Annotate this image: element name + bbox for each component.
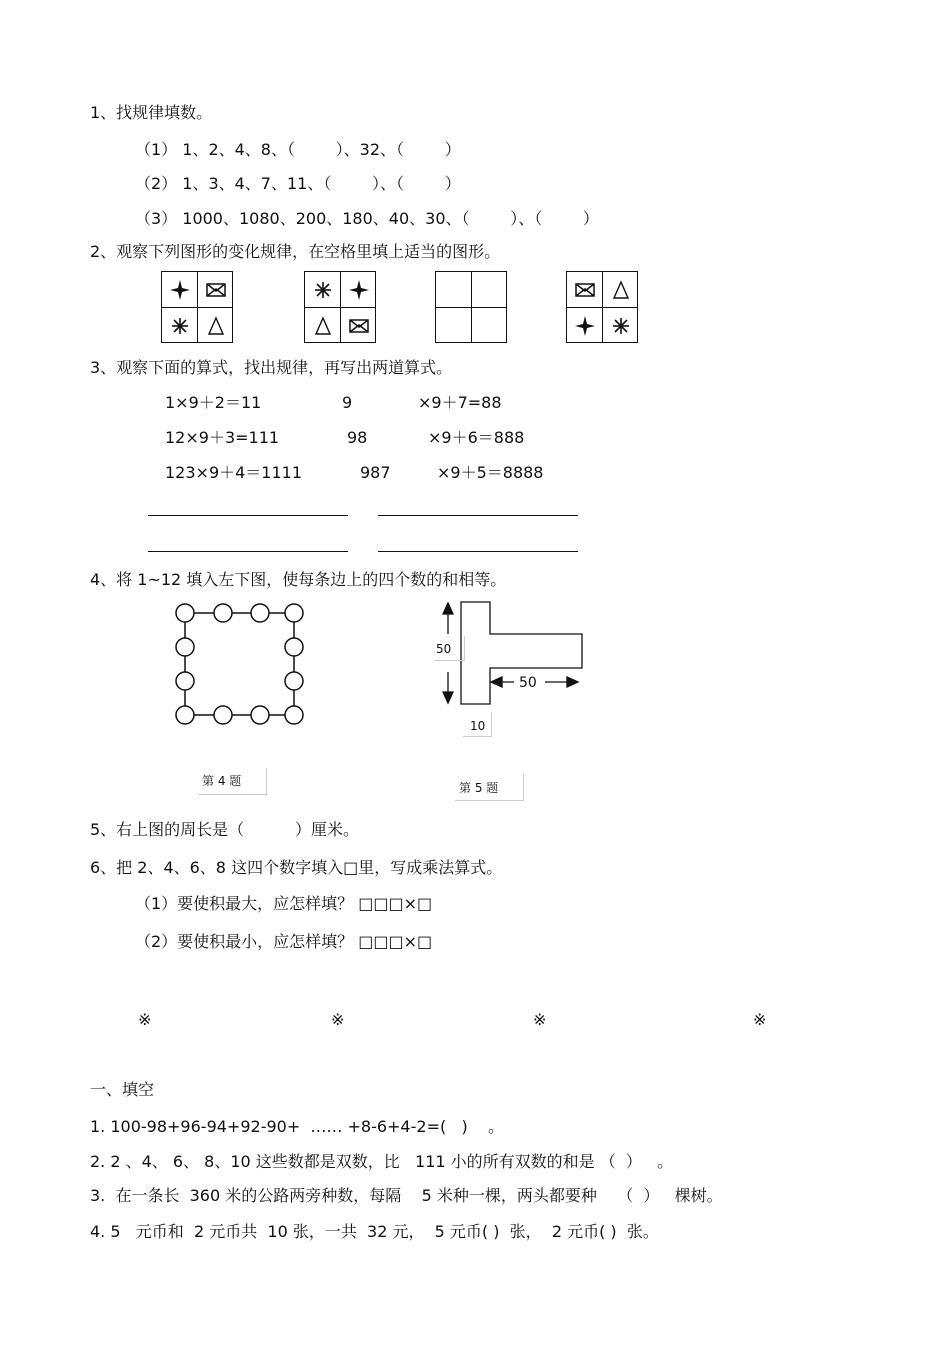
- equation-middle: 9: [342, 393, 353, 412]
- four-point-star-icon: [567, 308, 602, 343]
- q6-item: （2）要使积最小，应怎样填？ □□□×□: [135, 932, 433, 951]
- empty-cell[interactable]: [472, 308, 507, 343]
- equation-left: 1×9＋2＝11: [165, 393, 262, 412]
- asterisk-icon: [305, 272, 340, 307]
- triangle-icon: [305, 308, 340, 343]
- equation-right: ×9＋7=88: [418, 393, 502, 412]
- four-point-star-icon: [341, 272, 376, 307]
- blank-pattern-grid[interactable]: [435, 271, 507, 343]
- caption-left: 第 4 题: [202, 774, 242, 788]
- triangle-icon: [603, 272, 638, 307]
- triangle-icon: [198, 308, 233, 343]
- answer-line[interactable]: [148, 551, 348, 552]
- dimension-label: 50: [519, 675, 537, 691]
- caption-right: 第 5 题: [459, 781, 499, 795]
- equation-middle: 987: [360, 463, 391, 482]
- part2-item: 3. 在一条长 360 米的公路两旁种数，每隔 5 米种一棵，两头都要种 （ ） 棵树。: [90, 1186, 723, 1205]
- divider-symbol: ※: [753, 1010, 767, 1029]
- pattern-grid: [566, 271, 638, 343]
- q1-item: （3） 1000、1080、200、180、40、30、（ ）、（ ）: [135, 209, 599, 228]
- envelope-icon: [198, 272, 233, 307]
- q1-title: 1、找规律填数。: [90, 103, 213, 122]
- number-circle[interactable]: [176, 706, 194, 724]
- circle-square-diagram: [170, 598, 315, 728]
- divider-symbol: ※: [331, 1010, 345, 1029]
- equation-right: ×9＋6＝888: [428, 428, 525, 447]
- asterisk-icon: [603, 308, 638, 343]
- number-circle[interactable]: [251, 706, 269, 724]
- q1-item: （1） 1、2、4、8、（ ）、32、（ ）: [135, 140, 461, 159]
- envelope-icon: [341, 308, 376, 343]
- equation-right: ×9＋5＝8888: [437, 463, 544, 482]
- pattern-grid: [161, 271, 233, 343]
- number-circle[interactable]: [251, 604, 269, 622]
- q2-title: 2、观察下列图形的变化规律，在空格里填上适当的图形。: [90, 242, 501, 261]
- equation-middle: 98: [347, 428, 368, 447]
- number-circle[interactable]: [285, 604, 303, 622]
- answer-line[interactable]: [148, 515, 348, 516]
- divider-symbol: ※: [533, 1010, 547, 1029]
- part2-item: 1. 100-98+96-94+92-90+ …… +8-6+4-2=( ) 。: [90, 1117, 505, 1136]
- equation-left: 123×9＋4＝1111: [165, 463, 303, 482]
- number-circle[interactable]: [285, 706, 303, 724]
- number-circle[interactable]: [176, 604, 194, 622]
- number-circle[interactable]: [176, 638, 194, 656]
- q1-item: （2） 1、3、4、7、11、（ ）、（ ）: [135, 174, 461, 193]
- divider-symbol: ※: [138, 1010, 152, 1029]
- dimension-label: 10: [470, 719, 486, 733]
- label-box: [463, 712, 492, 737]
- number-circle[interactable]: [285, 638, 303, 656]
- dimension-label: 50: [436, 642, 452, 656]
- four-point-star-icon: [162, 272, 197, 307]
- number-circle[interactable]: [214, 706, 232, 724]
- part2-heading: 一、填空: [90, 1080, 155, 1099]
- number-circle[interactable]: [285, 672, 303, 690]
- pattern-grid: [304, 271, 376, 343]
- answer-line[interactable]: [378, 515, 578, 516]
- asterisk-icon: [162, 308, 197, 343]
- q5-text: 5、右上图的周长是（ ）厘米。: [90, 820, 360, 839]
- number-circle[interactable]: [214, 604, 232, 622]
- label-box: [434, 636, 465, 661]
- number-circle[interactable]: [176, 672, 194, 690]
- q4-title: 4、将 1~12 填入左下图，使每条边上的四个数的和相等。: [90, 570, 507, 589]
- envelope-icon: [567, 272, 602, 307]
- q6-title: 6、把 2、4、6、8 这四个数字填入□里，写成乘法算式。: [90, 858, 503, 877]
- q3-title: 3、观察下面的算式，找出规律，再写出两道算式。: [90, 358, 453, 377]
- part2-item: 2. 2 、4、 6、 8、10 这些数都是双数，比 111 小的所有双数的和是 （ ） 。: [90, 1152, 674, 1171]
- equation-left: 12×9＋3=111: [165, 428, 280, 447]
- empty-cell[interactable]: [436, 272, 471, 307]
- empty-cell[interactable]: [472, 272, 507, 307]
- answer-line[interactable]: [378, 551, 578, 552]
- part2-item: 4. 5 元币和 2 元币共 10 张，一共 32 元， 5 元币( ) 张， 2 元币( ) 张。: [90, 1222, 659, 1241]
- q6-item: （1）要使积最大，应怎样填？ □□□×□: [135, 894, 433, 913]
- empty-cell[interactable]: [436, 308, 471, 343]
